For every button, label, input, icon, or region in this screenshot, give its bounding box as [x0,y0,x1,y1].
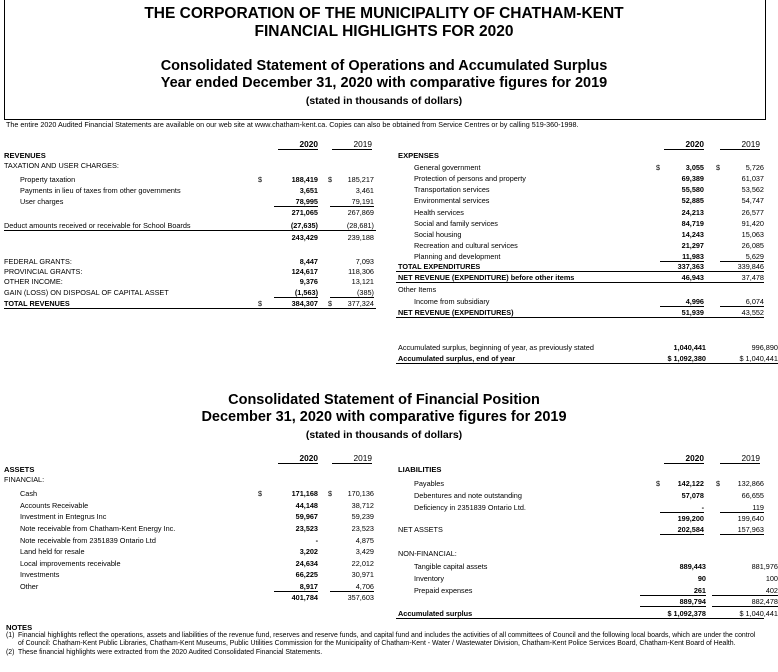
expense-label: Income from subsidiary [414,297,490,306]
currency-symbol: $ [716,479,721,488]
liability-label: NET ASSETS [398,525,443,534]
nonfinancial-label: Accumulated surplus [398,609,473,618]
expense-row [0,219,768,228]
liability-value-2019: 132,866 [737,479,764,488]
nonfinancial-value-2019: 402 [712,586,778,596]
position-title: Consolidated Statement of Financial Position [228,392,540,408]
asset-label: Note receivable from 2351839 Ontario Ltd [20,536,156,545]
note-number: (1) [6,632,15,639]
revenue-label: TOTAL REVENUES [4,299,70,308]
exp-year-2019: 2019 [720,139,760,150]
currency-symbol: $ [258,175,263,184]
row-divider [396,282,764,283]
expense-row [0,241,768,250]
nonfinancial-row [0,574,778,583]
asset-value-2020: 59,967 [295,512,318,521]
asset-value-2020: 66,225 [295,570,318,579]
expense-value-2020: 52,885 [681,196,704,205]
revenue-value-2019: 267,869 [347,208,374,217]
expense-value-2019: 43,552 [741,308,764,317]
liability-value-2019: 157,963 [720,525,764,535]
expense-label: Planning and development [414,252,501,261]
expense-value-2020: 55,580 [681,185,704,194]
expense-label: Environmental services [414,196,490,205]
row-divider [396,618,764,619]
expenses-heading: EXPENSES [398,151,439,160]
liability-label: Payables [414,479,445,488]
currency-symbol: $ [656,163,661,172]
accumulated-value-2020: $ 1,092,380 [640,354,706,364]
financial-heading: FINANCIAL: [4,475,45,484]
position-units: (stated in thousands of dollars) [305,429,463,441]
asset-value-2020: 401,784 [291,593,318,602]
position-subtitle: December 31, 2020 with comparative figures for 2019 [201,409,567,425]
liability-row [0,525,768,534]
revenue-value-2020: 384,307 [291,299,318,308]
asset-value-2019: 23,523 [351,524,374,533]
liab-year-2020: 2020 [664,453,704,464]
accumulated-row [0,354,778,363]
document-title: THE CORPORATION OF THE MUNICIPALITY OF CHATHAM-KENT [144,5,624,22]
asset-value-2020: 8,917 [274,582,318,592]
revenue-value-2019: (385) [330,288,374,298]
expense-label: Social and family services [414,219,498,228]
liability-row [0,479,768,488]
row-divider [396,317,764,318]
expense-row [0,252,768,261]
revenue-value-2019: (28,681) [330,221,374,231]
expense-label: Health services [414,208,464,217]
liability-row [0,503,768,512]
asset-label: Local improvements receivable [20,559,121,568]
revenue-value-2019: 7,093 [355,257,374,266]
expense-value-2020: 4,996 [660,297,704,307]
availability-note: The entire 2020 Audited Financial Statements are available on our web site at www.chatham-kent.ca. Copies can also be obtained from Service Centres or by calling 519-360-1998. [6,120,579,129]
asset-value-2020: 23,523 [295,524,318,533]
liab-year-2019: 2019 [720,453,760,464]
accumulated-label: Accumulated surplus, beginning of year, as previously stated [398,343,594,352]
accumulated-label: Accumulated surplus, end of year [398,354,516,363]
nonfinancial-value-2020: 90 [697,574,706,583]
revenue-label: Payments in lieu of taxes from other governments [20,186,181,195]
revenue-value-2020: 9,376 [299,277,318,286]
expense-label: Transportation services [414,185,490,194]
expense-label: Other Items [398,285,437,294]
liability-value-2020: 142,122 [677,479,704,488]
nonfinancial-label: Inventory [414,574,445,583]
accumulated-row [0,343,778,352]
revenue-label: GAIN (LOSS) ON DISPOSAL OF CAPITAL ASSET [4,288,169,297]
expense-label: Social housing [414,230,462,239]
accumulated-value-2020: 1,040,441 [673,343,706,352]
asset-label: Note receivable from Chatham-Kent Energy Inc. [20,524,176,533]
expense-value-2019: 53,562 [741,185,764,194]
liability-value-2020: 57,078 [681,491,704,500]
row-divider [396,271,764,272]
accumulated-value-2019: 996,890 [751,343,778,352]
nonfinancial-value-2020: 889,443 [679,562,706,571]
revenue-value-2019: 185,217 [347,175,374,184]
liability-value-2019: 66,655 [741,491,764,500]
note-item [6,632,756,649]
revenue-value-2019: 79,191 [330,197,374,207]
expense-value-2019: 15,063 [741,230,764,239]
liability-value-2020: 199,200 [677,514,704,523]
notes-title: NOTES [6,623,33,632]
expense-value-2019: 61,037 [741,174,764,183]
currency-symbol: $ [656,479,661,488]
assets-year-2019: 2019 [332,453,372,464]
currency-symbol: $ [328,489,333,498]
currency-symbol: $ [328,175,333,184]
expense-row [0,174,768,183]
asset-row [0,547,768,556]
expense-row [0,297,768,306]
nonfinancial-value-2019: 100 [765,574,778,583]
asset-label: Investment in Entegrus Inc [20,512,107,521]
document-subtitle: FINANCIAL HIGHLIGHTS FOR 2020 [254,23,514,40]
revenue-label: User charges [20,197,64,206]
expense-value-2020: 69,389 [681,174,704,183]
revenue-value-2020: (27,635) [274,221,318,231]
asset-value-2020: 3,202 [299,547,318,556]
nonfinancial-row [0,597,778,606]
revenue-value-2020: 3,651 [299,186,318,195]
asset-value-2019: 170,136 [347,489,374,498]
asset-value-2020: - [315,536,318,545]
revenue-value-2019: 118,306 [348,267,374,276]
currency-symbol: $ [258,489,263,498]
expense-value-2020: 24,213 [681,208,704,217]
liability-value-2019: 199,640 [737,514,764,523]
taxation-heading: TAXATION AND USER CHARGES: [4,161,119,170]
currency-symbol: $ [716,163,721,172]
expense-value-2019: 54,747 [741,196,764,205]
expense-value-2019: 5,629 [720,252,764,262]
nonfinancial-value-2020: 261 [640,586,706,596]
expense-value-2019: 26,577 [741,208,764,217]
revenue-value-2020: 243,429 [291,233,318,242]
expense-label: NET REVENUE (EXPENDITURES) [398,308,514,317]
nonfinancial-label: Tangible capital assets [414,562,488,571]
expense-row [0,308,768,317]
note-item [6,649,756,657]
expense-value-2019: 37,478 [741,273,764,282]
expense-value-2020: 3,055 [685,163,704,172]
nonfinancial-row [0,562,778,571]
revenue-value-2019: 239,188 [347,233,374,242]
expense-row [0,208,768,217]
expense-row [0,185,768,194]
asset-value-2020: 171,168 [291,489,318,498]
rev-year-2019: 2019 [332,139,372,150]
asset-value-2019: 357,603 [347,593,374,602]
asset-value-2019: 3,429 [355,547,374,556]
asset-value-2019: 4,706 [330,582,374,592]
expense-label: TOTAL EXPENDITURES [398,262,481,271]
asset-value-2019: 22,012 [351,559,374,568]
expense-label: Recreation and cultural services [414,241,518,250]
expense-label: NET REVENUE (EXPENDITURE) before other items [398,273,575,282]
revenue-label: Property taxation [20,175,76,184]
revenue-value-2020: 124,617 [291,267,318,276]
accumulated-value-2019: $ 1,040,441 [712,354,778,364]
revenue-label: FEDERAL GRANTS: [4,257,72,266]
exp-year-2020: 2020 [664,139,704,150]
revenue-label: PROVINCIAL GRANTS: [4,267,83,276]
asset-value-2020: 44,148 [295,501,318,510]
asset-label: Accounts Receivable [20,501,89,510]
ops-subtitle: Year ended December 31, 2020 with comparative figures for 2019 [160,75,608,91]
asset-value-2019: 30,971 [351,570,374,579]
nonfinancial-row [0,609,778,618]
asset-value-2019: 38,712 [351,501,374,510]
notes-list [6,632,756,657]
asset-label: Cash [20,489,38,498]
assets-heading: ASSETS [4,465,35,474]
expense-label: Protection of persons and property [414,174,526,183]
currency-symbol: $ [328,299,333,308]
revenues-heading: REVENUES [4,151,46,160]
expense-value-2019: 6,074 [720,297,764,307]
nonfinancial-value-2020: 889,794 [640,597,706,607]
note-text: Financial highlights reflect the operations, assets and liabilities of the revenue fund, reserves and reserve funds, and capital fund and includes the activities of all committees of Council and the following local boards, which are under the control of Council: Chatham-Kent Public Libraries, Chatham-Kent Museums, Public Utilities Commission for the Municipality of Chatham-Kent - Water / Wastewater Division, Chatham-Kent Police Services Board, Chatham-Kent Board of Health. [18,632,756,648]
nonfinancial-value-2019: 882,478 [712,597,778,607]
asset-row [0,536,768,545]
note-number: (2) [6,648,15,656]
expense-value-2020: 46,943 [681,273,704,282]
asset-label: Investments [20,570,60,579]
revenue-value-2020: 271,065 [291,208,318,217]
currency-symbol: $ [258,299,263,308]
expense-value-2019: 26,085 [741,241,764,250]
expense-value-2020: 11,983 [660,252,704,262]
expense-row [0,262,768,271]
expense-row [0,196,768,205]
liability-label: Deficiency in 2351839 Ontario Ltd. [414,503,526,512]
nonfinancial-heading: NON-FINANCIAL: [398,549,457,558]
expense-row [0,163,768,172]
liability-row [0,514,768,523]
expense-value-2019: 91,420 [741,219,764,228]
expense-value-2019: 339,846 [737,262,764,271]
liability-row [0,491,768,500]
nonfinancial-value-2020: $ 1,092,378 [667,609,706,618]
asset-value-2020: 24,634 [295,559,318,568]
asset-label: Other [20,582,39,591]
revenue-value-2019: 3,461 [355,186,374,195]
expense-row [0,230,768,239]
revenue-value-2020: 188,419 [291,175,318,184]
asset-value-2019: 59,239 [351,512,374,521]
nonfinancial-value-2019: $ 1,040,441 [739,609,778,618]
nonfinancial-label: Prepaid expenses [414,586,473,595]
expense-value-2020: 84,719 [681,219,704,228]
expense-value-2020: 21,297 [681,241,704,250]
expense-value-2020: 337,363 [677,262,704,271]
liability-value-2020: 202,584 [660,525,704,535]
revenue-label: OTHER INCOME: [4,277,63,286]
expense-value-2019: 5,726 [745,163,764,172]
rev-year-2020: 2020 [278,139,318,150]
nonfinancial-row [0,586,778,595]
revenue-value-2019: 377,324 [347,299,374,308]
row-divider [396,363,764,364]
nonfinancial-value-2019: 881,976 [751,562,778,571]
liability-value-2020: - [660,503,704,513]
expense-row [0,285,768,294]
asset-value-2019: 4,875 [355,536,374,545]
revenue-value-2020: 8,447 [299,257,318,266]
liabilities-heading: LIABILITIES [398,465,442,474]
expense-label: General government [414,163,481,172]
liability-label: Debentures and note outstanding [414,491,522,500]
revenue-label: Deduct amounts received or receivable for School Boards [4,221,191,230]
asset-label: Land held for resale [20,547,85,556]
liability-value-2019: 119 [720,503,764,513]
revenue-value-2019: 13,121 [351,277,374,286]
revenue-value-2020: 78,995 [274,197,318,207]
expense-value-2020: 14,243 [681,230,704,239]
revenue-value-2020: (1,563) [274,288,318,298]
ops-title: Consolidated Statement of Operations and Accumulated Surplus [160,58,608,74]
assets-year-2020: 2020 [278,453,318,464]
note-text: These financial highlights were extracted from the 2020 Audited Consolidated Financial Statements. [18,648,323,656]
expense-row [0,273,768,282]
ops-units: (stated in thousands of dollars) [305,95,463,107]
expense-value-2020: 51,939 [681,308,704,317]
